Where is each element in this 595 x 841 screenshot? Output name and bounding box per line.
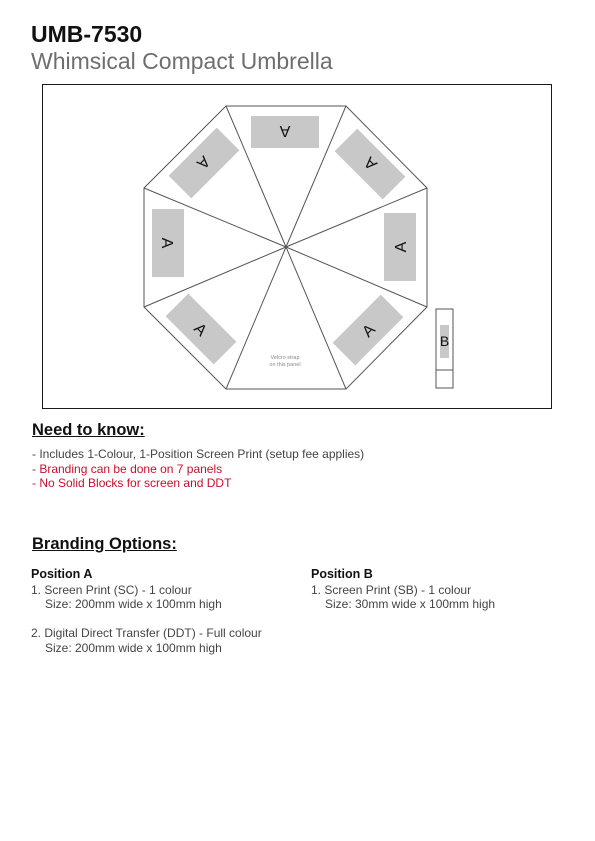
branding-option-size: Size: 30mm wide x 100mm high (325, 597, 496, 611)
print-area-a-left (152, 209, 184, 277)
panel-label-a: A (393, 241, 410, 253)
branding-option-label: 1. Screen Print (SC) - 1 colour (31, 582, 192, 597)
panel-label-a: A (193, 152, 213, 172)
velcro-note-line-2: on this panel (269, 362, 301, 368)
note-line: - Branding can be done on 7 panels (32, 461, 223, 476)
umbrella-diagram-svg (43, 85, 553, 410)
umbrella-branding-diagram (42, 84, 552, 409)
branding-option-label: 2. Digital Direct Transfer (DDT) - Full colour (31, 626, 262, 640)
position-a-column (31, 567, 262, 655)
panel-label-a: A (279, 122, 291, 139)
branding-option-label: 1. Screen Print (SB) - 1 colour (311, 582, 472, 597)
position-b-column (311, 567, 495, 612)
product-name: Whimsical Compact Umbrella (31, 48, 333, 74)
branding-option-size: Size: 200mm wide x 100mm high (45, 640, 222, 655)
strap-position-b (436, 309, 453, 388)
branding-option-size: Size: 200mm wide x 100mm high (45, 597, 222, 611)
note-line: - Includes 1-Colour, 1-Position Screen Print (setup fee applies) (32, 447, 365, 461)
position-a-title: Position A (31, 567, 93, 581)
product-code: UMB-7530 (31, 21, 143, 47)
print-area-a-top (251, 116, 319, 148)
panel-label-a: A (158, 237, 175, 249)
print-area-a-right (384, 213, 416, 281)
panel-label-a: A (190, 320, 210, 340)
panel-label-b: B (439, 333, 450, 349)
branding-options-heading: Branding Options: (32, 535, 177, 553)
position-b-title: Position B (311, 567, 373, 581)
panel-label-a: A (359, 321, 379, 341)
need-to-know-heading: Need to know: (32, 421, 145, 439)
velcro-note-line-1: Velcro strap (270, 355, 300, 361)
panel-label-a: A (361, 153, 381, 173)
note-line: - No Solid Blocks for screen and DDT (32, 476, 232, 490)
need-to-know-notes (32, 447, 364, 491)
